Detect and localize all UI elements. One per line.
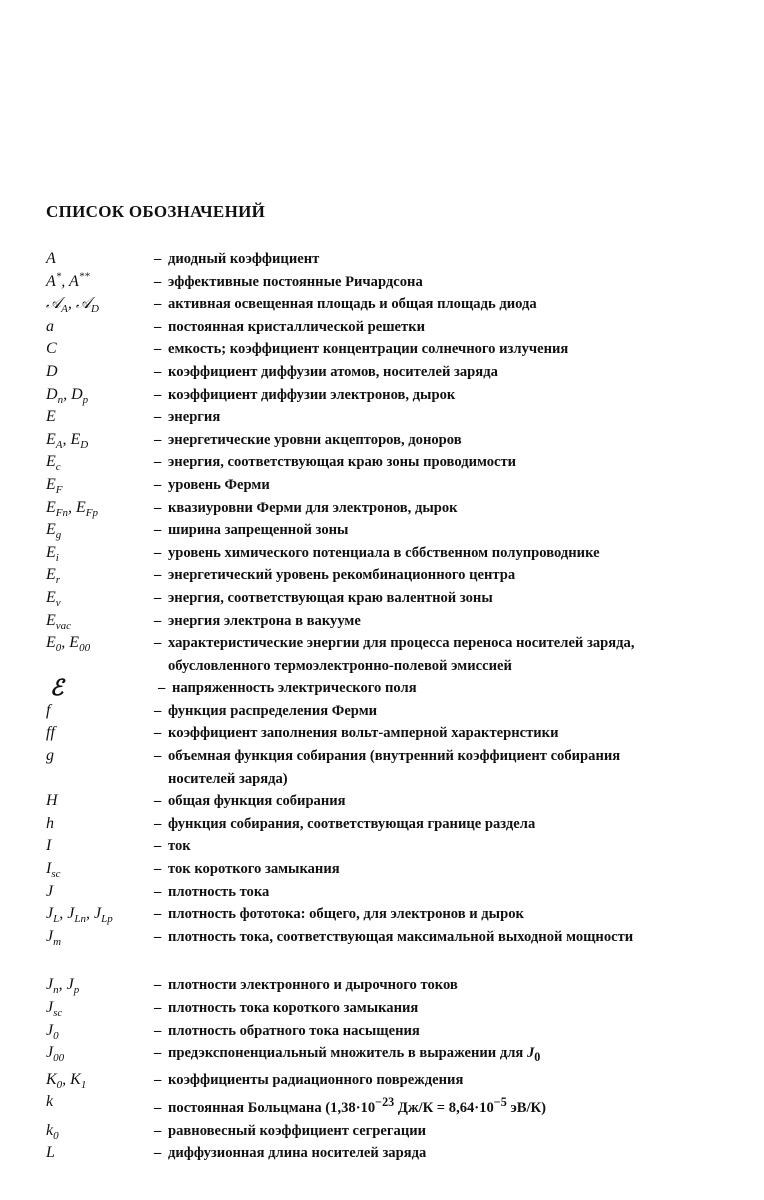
notation-description (154, 542, 746, 565)
notation-description (154, 858, 746, 881)
description-text: диодный коэффициент (168, 251, 320, 267)
description-text: плотность тока, соответствующая максимальной выходной мощности (168, 928, 634, 945)
notation-description (154, 722, 746, 745)
notation-row (46, 271, 746, 294)
notation-description (154, 587, 746, 610)
notation-symbol: ff (46, 724, 55, 742)
notation-symbol: E (46, 408, 56, 426)
dash: – (154, 454, 162, 471)
dash: – (154, 363, 162, 380)
description-text: эффективные постоянные Ричардсона (168, 273, 423, 290)
description-text: энергетические уровни акцепторов, доноров (168, 431, 462, 448)
notation-row (46, 293, 746, 316)
notation-symbol: ℰ (50, 675, 64, 701)
notation-description (154, 835, 746, 858)
notation-row (46, 406, 746, 429)
notation-description (154, 316, 746, 339)
description-text: коэффициент заполнения вольт-амперной характернстики (168, 725, 559, 742)
description-text: квазиуровни Ферми для электронов, дырок (168, 499, 458, 516)
dash: – (154, 499, 162, 516)
notation-row (46, 768, 746, 791)
dash: – (154, 1022, 162, 1039)
notation-row (46, 587, 746, 610)
dash: – (154, 522, 162, 539)
notation-symbol: $I_{sc}$ (46, 860, 61, 881)
notation-row (46, 745, 746, 768)
dash: – (154, 635, 162, 652)
description-text: ток короткого замыкания (168, 861, 340, 878)
notation-row (46, 997, 746, 1020)
description-text: равновесный коэффициент сегрегации (168, 1122, 427, 1139)
notation-symbol: $J_m$ (46, 927, 62, 948)
description-text: энергия, соответствующая краю зоны проводимости (168, 454, 517, 471)
description-text: общая функция собирания (168, 793, 346, 810)
notation-description (154, 1020, 746, 1043)
dash: – (154, 1045, 162, 1062)
notation-row (46, 542, 746, 565)
notation-row (46, 1091, 746, 1119)
notation-description (154, 429, 746, 452)
notation-symbol: I (46, 837, 52, 855)
notation-row (46, 248, 746, 271)
notation-row (46, 610, 746, 633)
notation-row (46, 1069, 746, 1092)
description-text: энергия (168, 409, 221, 426)
notation-description (154, 632, 746, 655)
notation-description (154, 881, 746, 904)
description-text: ширина запрещенной зоны (168, 522, 349, 539)
dash: – (154, 1000, 162, 1016)
dash: – (154, 296, 162, 313)
notation-symbol: J (46, 882, 54, 900)
notation-row (46, 835, 746, 858)
dash: – (158, 680, 166, 697)
dash: – (154, 341, 162, 358)
notation-symbol: $E_{Fn}$, $E_{Fp}$ (46, 498, 99, 519)
description-text: диффузионная длина носителей заряда (168, 1145, 427, 1162)
dash: – (154, 861, 162, 878)
notation-description (154, 1042, 746, 1069)
dash: – (154, 612, 162, 629)
notation-row (46, 429, 746, 452)
dash: – (154, 273, 162, 290)
notation-row (46, 926, 746, 949)
notation-symbol: $E_g$ (46, 521, 62, 542)
notation-description (154, 1120, 746, 1143)
notation-row (46, 497, 746, 520)
notation-symbol: $E_{vac}$ (46, 611, 72, 632)
dash: – (154, 793, 162, 810)
dash: – (154, 838, 162, 855)
dash: – (154, 928, 162, 945)
notation-description (154, 813, 746, 836)
notation-row (46, 700, 746, 723)
dash: – (154, 251, 162, 267)
notation-symbol: $k_0$ (46, 1121, 59, 1142)
description-text: носителей заряда) (168, 770, 288, 787)
dash: – (154, 544, 162, 561)
dash: – (154, 748, 162, 765)
notation-description (158, 677, 746, 700)
notation-row (46, 903, 746, 926)
notation-row (46, 1142, 746, 1165)
dash: – (154, 386, 162, 403)
dash: – (154, 1122, 162, 1139)
notation-symbol: k (46, 1093, 54, 1111)
notation-description (154, 338, 746, 361)
notation-row (46, 655, 746, 678)
notation-symbol: a (46, 317, 54, 335)
notation-description (154, 1142, 746, 1165)
notation-symbol: $J_n$, $J_p$ (46, 976, 80, 997)
notation-description (154, 926, 746, 949)
description-text: функция распределения Ферми (168, 702, 378, 719)
dash: – (154, 567, 162, 584)
notation-row (46, 722, 746, 745)
description-text: коэффициент диффузии атомов, носителей заряда (168, 363, 498, 380)
notation-symbol: $E_A$, $E_D$ (46, 430, 89, 451)
notation-row (46, 338, 746, 361)
notation-row (46, 451, 746, 474)
notation-symbol: h (46, 814, 54, 832)
notation-symbol: g (46, 747, 54, 765)
description-text: емкость; коэффициент концентрации солнечного излучения (168, 341, 569, 358)
notation-symbol: $J_{00}$ (46, 1044, 65, 1065)
notation-description (154, 384, 746, 407)
notation-list (46, 248, 746, 1165)
notation-symbol: $E_i$ (46, 543, 59, 564)
description-text: плотности электронного и дырочного токов (168, 977, 458, 994)
notation-row (46, 384, 746, 407)
description-text: уровень Ферми (168, 476, 270, 493)
description-text: постоянная кристаллической решетки (168, 318, 426, 335)
dash: – (154, 1145, 162, 1162)
notation-symbol: A*, A** (46, 270, 90, 290)
dash: – (154, 589, 162, 606)
dash: – (154, 431, 162, 448)
description-text: плотность тока короткого замыкания (168, 1000, 419, 1016)
page-title: СПИСОК ОБОЗНАЧЕНИЙ (46, 202, 266, 221)
notation-row (46, 677, 746, 700)
notation-description (154, 1069, 746, 1092)
notation-row (46, 361, 746, 384)
notation-description (154, 474, 746, 497)
notation-row (46, 632, 746, 655)
notation-symbol: $E_F$ (46, 475, 63, 497)
notation-description (154, 406, 746, 429)
dash: – (154, 815, 162, 832)
notation-symbol: H (46, 792, 58, 810)
dash: – (154, 702, 162, 719)
notation-symbol: f (46, 701, 51, 719)
description-text: характеристические энергии для процесса переноса носителей заряда, (168, 635, 635, 652)
description-text: напряженность электрического поля (172, 680, 417, 697)
notation-row (46, 1120, 746, 1143)
notation-row (46, 519, 746, 542)
dash: – (154, 725, 162, 742)
notation-symbol: A (46, 250, 56, 267)
notation-row (46, 316, 746, 339)
notation-description (154, 768, 746, 791)
notation-description (154, 903, 746, 926)
notation-description (154, 564, 746, 587)
description-text: ток (168, 838, 191, 855)
notation-symbol: $E_0$, $E_{00}$ (46, 634, 91, 655)
notation-symbol: $J_{sc}$ (46, 999, 63, 1020)
description-text: плотность тока (168, 883, 270, 900)
notation-description (154, 497, 746, 520)
notation-symbol: $K_0$, $K_1$ (46, 1070, 87, 1091)
list-gap (46, 948, 746, 974)
description-text: коэффициент диффузии электронов, дырок (168, 386, 456, 403)
description-text: активная освещенная площадь и общая площадь диода (168, 296, 537, 313)
notation-description (154, 700, 746, 723)
notation-description (154, 745, 746, 768)
notation-symbol: $E_v$ (46, 588, 61, 610)
dash: – (154, 318, 162, 335)
notation-symbol: $E_r$ (46, 566, 61, 587)
description-text: обусловленного термоэлектронно-полевой эмиссией (168, 657, 512, 674)
notation-description (154, 293, 746, 316)
description-text: постоянная Больцмана ($1,38\cdot 10^{-23}$ $Дж/К = 8,64\cdot 10^{-5}$ эВ/К) (168, 1095, 546, 1117)
notation-description (154, 451, 746, 474)
notation-row (46, 881, 746, 904)
dash: – (154, 883, 162, 900)
notation-symbol: C (46, 340, 57, 358)
notation-description (154, 790, 746, 813)
notation-symbol: $D_n$, $D_p$ (46, 385, 89, 406)
notation-row (46, 813, 746, 836)
notation-description (154, 997, 746, 1020)
description-text: плотность обратного тока насыщения (168, 1022, 420, 1039)
notation-symbol: $J_L$, $J_{Ln}$, $J_{Lp}$ (46, 905, 113, 926)
notation-row (46, 564, 746, 587)
description-text: коэффициенты радиационного повреждения (168, 1071, 464, 1088)
dash: – (154, 906, 162, 923)
notation-description (154, 248, 746, 271)
dash: – (154, 977, 162, 994)
description-text: объемная функция собирания (внутренний коэффициент собирания (168, 748, 621, 765)
notation-row (46, 1020, 746, 1043)
notation-symbol: L (46, 1144, 55, 1162)
notation-description (154, 361, 746, 384)
dash: – (154, 1100, 162, 1117)
notation-symbol: D (46, 362, 58, 380)
notation-description (154, 271, 746, 294)
notation-row (46, 790, 746, 813)
dash: – (154, 1071, 162, 1088)
notation-description (154, 974, 746, 997)
dash: – (154, 476, 162, 493)
dash: – (154, 409, 162, 426)
description-text: энергия электрона в вакууме (168, 612, 361, 629)
notation-row (46, 474, 746, 497)
notation-symbol: 𝒜$_A$, 𝒜$_D$ (46, 295, 99, 316)
description-text: энергетический уровень рекомбинационного центра (168, 567, 516, 584)
notation-row (46, 858, 746, 881)
description-text: плотность фототока: общего, для электронов и дырок (168, 906, 524, 923)
notation-symbol: $E_c$ (46, 453, 61, 474)
notation-description (154, 610, 746, 633)
notation-row (46, 974, 746, 997)
notation-description (154, 655, 746, 678)
description-text: предэкспоненциальный множитель в выражении для $J_0$ (168, 1045, 541, 1065)
description-text: уровень химического потенциала в сббственном полупроводнике (168, 544, 600, 561)
notation-row (46, 1042, 746, 1069)
notation-symbol: $J_0$ (46, 1021, 59, 1042)
notation-description (154, 519, 746, 542)
notation-description (154, 1091, 746, 1119)
description-text: функция собирания, соответствующая границе раздела (168, 815, 536, 832)
description-text: энергия, соответствующая краю валентной зоны (168, 589, 493, 606)
